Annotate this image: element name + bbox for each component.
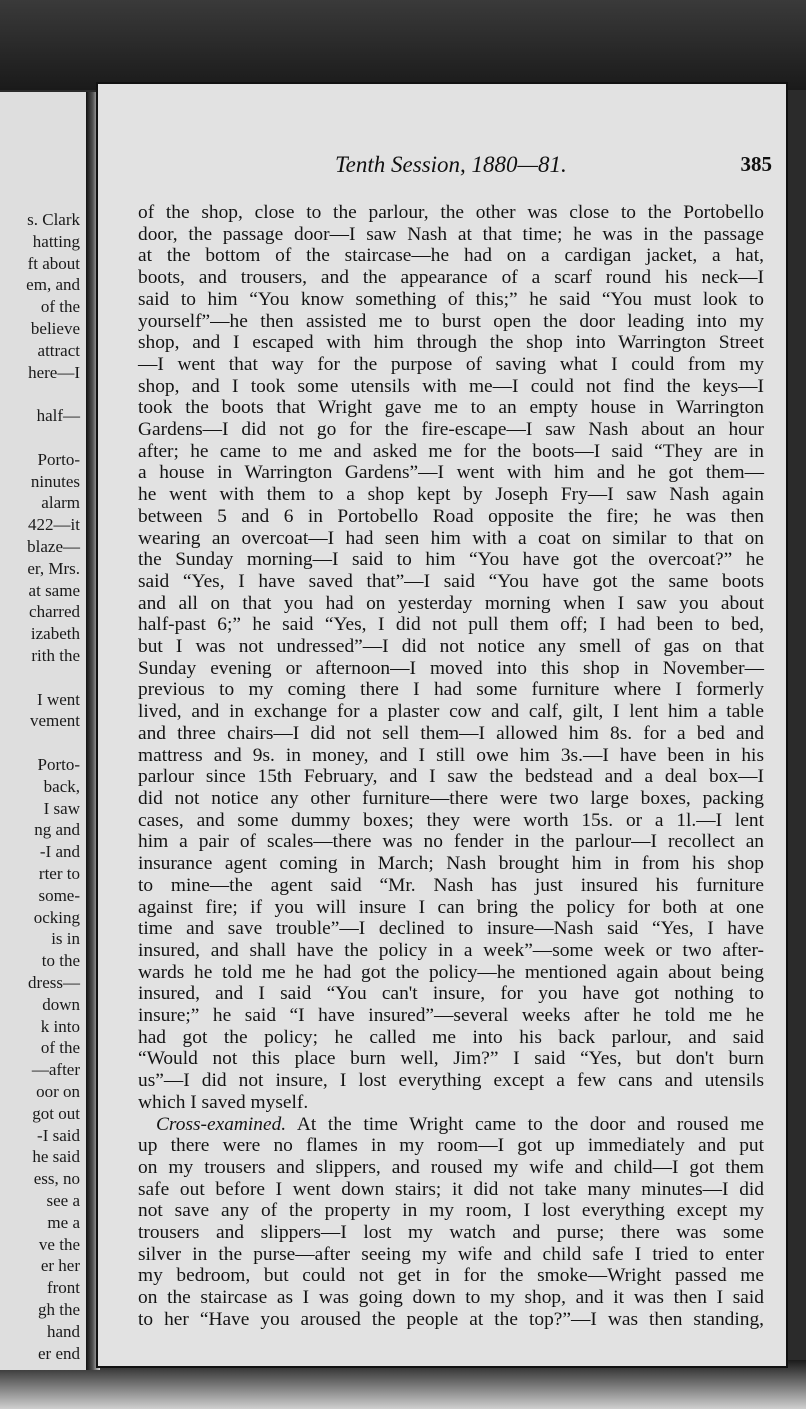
left-page-fragment: down [42,994,80,1014]
page-number: 385 [740,152,772,176]
text-line: and all on that you had on yesterday morning when I saw you about [138,592,764,614]
text-line: said to him “You know something of this;” he said “You must look to [138,288,764,310]
left-page-fragment: see a [46,1191,80,1210]
text-line: said “Yes, I have saved that”—I said “You have got the same boots [138,570,764,592]
text-line: trousers and slippers—I lost my watch and purse; there was some [138,1222,764,1244]
left-page-fragment: k into [40,1016,80,1036]
left-page-fragment: got out [32,1103,80,1123]
left-page-fragment: ft about [27,253,80,273]
left-page-fragment: alarm [41,493,80,513]
left-page-fragment: vement [29,711,80,731]
text-line: took the boots that Wright gave me to an empty house in Warrington [138,397,764,419]
text-line: between 5 and 6 in Portobello Road opposite the fire; he was then [138,505,764,527]
text-line: yourself”—he then assisted me to burst open the door leading into my [138,310,764,332]
text-line: not save any of the property in my room, I lost everything except my [138,1200,764,1222]
left-page-fragment: -I said [37,1125,80,1145]
text-line: cases, and some dummy boxes; they were worth 15s. or a 1l.—I lent [138,809,764,831]
text-line: on my trousers and slippers, and roused my wife and child—I got them [138,1156,764,1178]
text-line: at the bottom of the staircase—he had on a cardigan jacket, a hat, [138,245,764,267]
left-page-fragment: at same [28,580,80,600]
text-line: “Would not this place burn well, Jim?” I said “Yes, but don't burn [138,1048,764,1070]
text-line: him a pair of scales—there was no fender in the parlour—I recollect an [138,831,764,853]
text-line: a house in Warrington Gardens”—I went with him and he got them— [138,462,764,484]
text-line: Gardens—I did not go for the fire-escape—I saw Nash about an hour [138,419,764,441]
text-line: insure;” he said “I have insured”—several weeks after he told me he [138,1005,764,1027]
text-line: up there were no flames in my room—I got up immediately and put [138,1135,764,1157]
left-page-fragment: to the [41,951,80,971]
text-line: boots, and trousers, and the appearance of a scarf round his neck—I [138,267,764,289]
left-page-fragment: rter to [38,864,80,883]
left-page-fragment: attract [37,340,80,360]
text-line: safe out before I went down stairs; it did not take many minutes—I did [138,1178,764,1200]
left-page-fragment: believe [30,319,80,338]
background-bottom [0,1360,806,1409]
running-head: Tenth Session, 1880—81. [335,152,567,177]
left-page-fragment: here—I [28,362,80,382]
text-line: which I saved myself. [138,1091,309,1113]
text-line: insured, and I said “You can't insure, for you have got nothing to [138,983,764,1005]
text-line: after; he came to me and asked me for the boots—I said “They are in [138,440,764,462]
left-page-fragment: ninutes [30,471,80,491]
left-page-fragment: he said [32,1147,80,1167]
text-line: parlour since 15th February, and I saw the bedstead and a deal box—I [138,766,764,788]
text-line: wards he told me he had got the policy—he mentioned again about being [138,961,764,983]
left-page-fragment: ng and [34,820,80,840]
left-page-fragment: rith the [31,646,80,665]
background-top [0,0,806,90]
body-text [138,202,764,1331]
text-line: silver in the purse—after seeing my wife and child safe I tried to enter [138,1243,764,1265]
left-page-fragment: front [46,1278,80,1298]
left-page-fragment: er her [40,1256,80,1276]
left-page-fragment: dress— [28,973,80,992]
text-line: lived, and in exchange for a plaster cow and calf, gilt, I lent him a table [138,701,764,723]
left-page-fragment: er, Mrs. [27,558,80,578]
text-line: half-past 6;” he said “Yes, I did not pull them off; I had been to bed, [138,614,764,636]
text-line: but I was not undressed”—I did not notice any smell of gas on that [138,636,764,658]
text-line: did not notice any other furniture—there were two large boxes, packing [138,787,764,809]
text-line: insured, and shall have the policy in a week”—some week or two after- [138,939,764,961]
left-page-fragment: s. Clark [27,210,80,229]
text-line: shop, and I escaped with him through the shop into Warrington Street [138,332,764,354]
left-page-fragment: oor on [36,1082,80,1101]
text-line: us”—I did not insure, I lost everything except a few cans and utensils [138,1070,764,1092]
left-page-fragment: of the [40,297,80,317]
left-page-fragment: 422—it [28,515,80,535]
left-page [0,92,88,1370]
left-page-fragment: is in [51,929,80,949]
text-line: my bedroom, but could not get in for the smoke—Wright passed me [138,1265,764,1287]
text-line: —I went that way for the purpose of saving what I could from my [138,353,764,375]
left-page-fragment: Porto- [37,755,80,774]
text-line: he went with them to a shop kept by Joseph Fry—I saw Nash again [138,484,764,506]
left-page-fragment: Porto- [37,449,80,469]
text-line: time and save trouble”—I declined to insure—Nash said “Yes, I have [138,918,764,940]
text-line: to mine—the agent said “Mr. Nash has just insured his furniture [138,874,764,896]
left-page-fragment: ocking [33,907,80,927]
left-page-fragment: izabeth [30,624,80,644]
text-line: had got the policy; he called me into his back parlour, and said [138,1026,764,1048]
right-page [98,84,786,1366]
left-page-fragment: charred [29,602,80,622]
page-header [98,152,786,182]
text-line: and three chairs—I did not sell them—I allowed him 8s. for a bed and [138,722,764,744]
text-line: against fire; if you will insure I can bring the policy for both at one [138,896,764,918]
left-page-fragment: gh the [37,1300,80,1319]
text-line: previous to my coming there I had some furniture where I formerly [138,679,764,701]
text-line: wearing an overcoat—I had seen him with a coat on similar to that on [138,527,764,549]
cross-examined-first-line-text: At the time Wright came to the door and roused me [296,1113,764,1135]
left-page-fragment: hatting [32,231,80,251]
left-page-fragment: I went [37,689,80,709]
left-page-fragment: ve the [38,1234,80,1254]
cross-examined-label: Cross-examined. [156,1113,287,1135]
text-line: the Sunday morning—I said to him “You have got the overcoat?” he [138,549,764,571]
left-page-fragment: half— [36,406,80,426]
left-page-fragment: —after [31,1060,80,1080]
left-page-fragment: blaze— [27,537,80,556]
left-page-fragment: some- [38,885,80,905]
left-page-fragment: em, and [26,275,80,295]
text-line: mattress and 9s. in money, and I still owe him 3s.—I have been in his [138,744,764,766]
left-page-fragment: hand [46,1321,80,1341]
left-page-fragment: back, [43,776,80,796]
left-page-fragment: er end [37,1343,80,1363]
left-page-fragment: -I and [39,842,80,862]
text-line: Sunday evening or afternoon—I moved into this shop in November— [138,657,764,679]
text-line: on the staircase as I was going down to my shop, and it was then I said [138,1287,764,1309]
cross-examined-first-line [138,1114,764,1136]
text-line: insurance agent coming in March; Nash brought him in from his shop [138,853,764,875]
left-page-fragment: ess, no [33,1169,80,1189]
text-line: door, the passage door—I saw Nash at that time; he was in the passage [138,223,764,245]
left-page-fragment: of the [40,1038,80,1058]
text-line: of the shop, close to the parlour, the other was close to the Portobello [138,202,764,223]
left-page-fragment: I saw [43,798,80,818]
text-line: shop, and I took some utensils with me—I could not find the keys—I [138,375,764,397]
left-page-fragment: me a [47,1212,80,1232]
text-line: to her “Have you aroused the people at the top?”—I was then standing, [138,1308,764,1330]
